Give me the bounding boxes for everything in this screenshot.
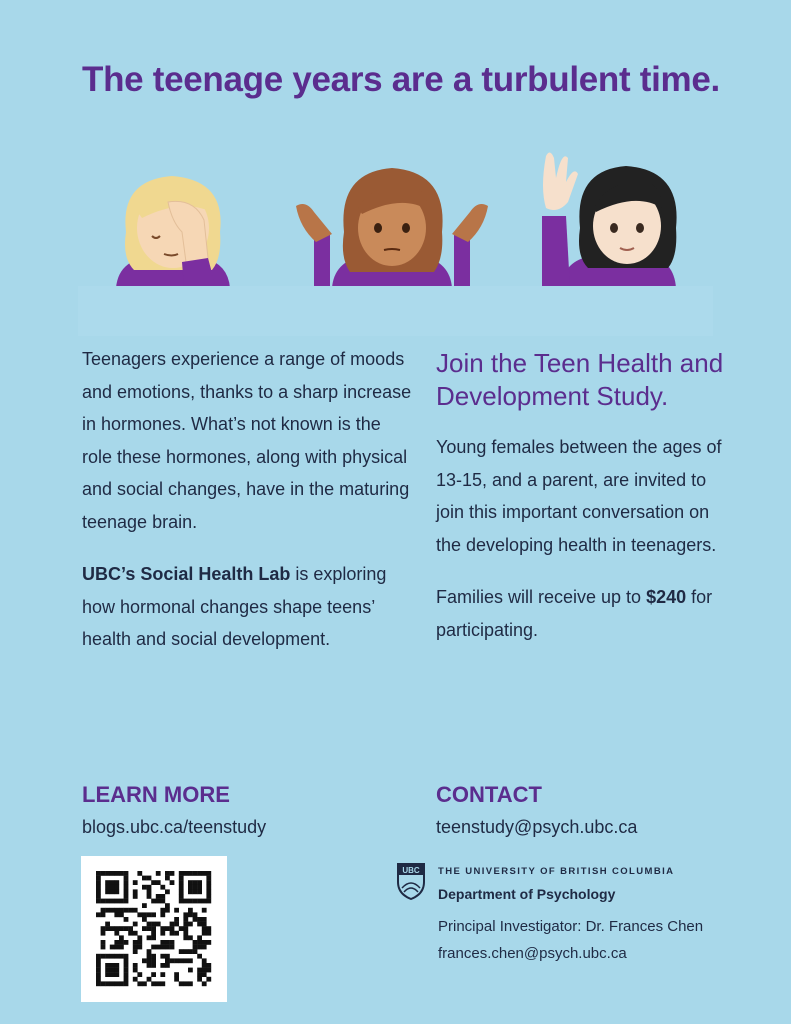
contact-heading: CONTACT [436, 782, 542, 807]
emoji-divider-strip [78, 286, 713, 336]
university-name: THE UNIVERSITY OF BRITISH COLUMBIA [438, 866, 675, 877]
eligibility-paragraph: Young females between the ages of 13-15, and a parent, are invited to join this important conversation on the developing health in teenagers. [436, 437, 722, 555]
intro-paragraph: Teenagers experience a range of moods and emotions, thanks to a sharp increase in hormones. What’s not known is the role these hormones, along with physical and social changes, have in the maturing teenage brain. [82, 349, 412, 532]
lab-description: is exploring how hormonal changes shape teens’ health and social development. [82, 564, 387, 649]
department-name: Department of Psychology [438, 886, 616, 902]
ubc-crest-icon [396, 862, 426, 900]
principal-investigator: Principal Investigator: Dr. Frances Chen [438, 918, 704, 935]
learn-more-link[interactable]: blogs.ubc.ca/teenstudy [82, 817, 267, 837]
woman-raising-hand-icon [536, 148, 680, 288]
study-title: Join the Teen Health and Development Study. [436, 348, 724, 411]
compensation-paragraph [436, 581, 736, 646]
woman-facepalming-icon [112, 162, 234, 288]
lab-paragraph [82, 558, 412, 656]
contact-email-link[interactable]: teenstudy@psych.ubc.ca [436, 817, 638, 837]
qr-code-pattern [81, 856, 227, 1002]
ubc-crest-text: UBC [402, 866, 420, 875]
compensation-post: for participating. [436, 587, 713, 640]
right-column [436, 343, 736, 646]
lab-name: UBC’s Social Health Lab [82, 564, 291, 584]
compensation-amount: $240 [646, 587, 687, 607]
emoji-row [0, 140, 791, 300]
qr-code[interactable] [81, 856, 227, 1002]
learn-more-heading: LEARN MORE [82, 782, 230, 807]
compensation-pre: Families will receive up to [436, 587, 647, 607]
principal-investigator-email[interactable]: frances.chen@psych.ubc.ca [438, 945, 627, 962]
left-column [82, 343, 412, 656]
headline: The teenage years are a turbulent time. [82, 60, 720, 99]
woman-shrugging-icon [292, 162, 492, 288]
